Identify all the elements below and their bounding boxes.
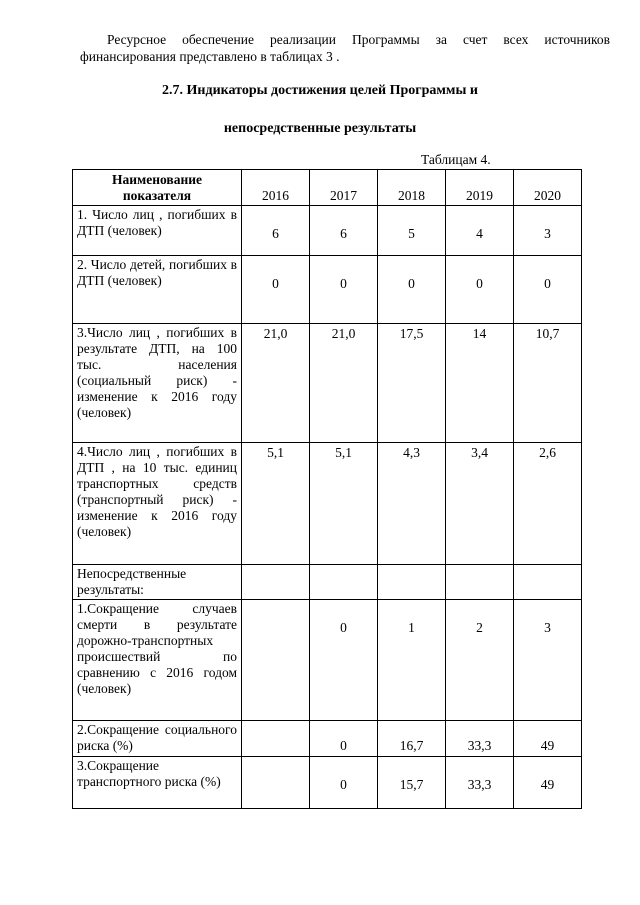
- table-row: [73, 256, 582, 324]
- row-value: 0: [446, 256, 514, 324]
- row-value: 21,0: [310, 324, 378, 443]
- row-value: 10,7: [514, 324, 582, 443]
- row-value: [242, 721, 310, 757]
- header-year: 2020: [514, 170, 582, 206]
- row-value: [514, 565, 582, 600]
- section-heading: 2.7. Индикаторы достижения целей Программы и: [162, 83, 478, 98]
- row-value: 3: [514, 600, 582, 721]
- row-value: 0: [310, 757, 378, 809]
- row-value: 3: [514, 206, 582, 256]
- row-value: 0: [310, 600, 378, 721]
- row-value: 5,1: [310, 443, 378, 565]
- row-value: 0: [310, 256, 378, 324]
- row-value: 4: [446, 206, 514, 256]
- row-value: 2: [446, 600, 514, 721]
- row-value: 17,5: [378, 324, 446, 443]
- table-row: [73, 443, 582, 565]
- row-name: 2.Сокращение социального риска (%): [73, 721, 242, 757]
- row-value: 16,7: [378, 721, 446, 757]
- row-value: 6: [310, 206, 378, 256]
- row-value: 5: [378, 206, 446, 256]
- indicators-table: [72, 169, 582, 809]
- table-caption: Таблицам 4.: [421, 152, 491, 167]
- header-year: 2019: [446, 170, 514, 206]
- row-value: 49: [514, 721, 582, 757]
- row-value: [242, 757, 310, 809]
- row-value: 0: [378, 256, 446, 324]
- row-name: 2. Число детей, погибших в ДТП (человек): [73, 256, 242, 324]
- table-row: [73, 206, 582, 256]
- header-year: 2018: [378, 170, 446, 206]
- row-name: 1. Число лиц , погибших в ДТП (человек): [73, 206, 242, 256]
- header-year: 2017: [310, 170, 378, 206]
- row-value: 15,7: [378, 757, 446, 809]
- row-value: [378, 565, 446, 600]
- row-value: 49: [514, 757, 582, 809]
- header-name: Наименование показателя: [73, 170, 242, 206]
- row-value: 14: [446, 324, 514, 443]
- row-value: 33,3: [446, 721, 514, 757]
- row-value: 0: [310, 721, 378, 757]
- row-value: 6: [242, 206, 310, 256]
- header-year: 2016: [242, 170, 310, 206]
- table-row: [73, 565, 582, 600]
- table-header-row: [73, 170, 582, 206]
- row-value: 33,3: [446, 757, 514, 809]
- row-name: 3.Число лиц , погибших в результате ДТП, на 100 тыс. населения (социальный риск) - изменение к 2016 году (человек): [73, 324, 242, 443]
- row-name: 1.Сокращение случаев смерти в результате дорожно-транспортных происшествий по сравнению с 2016 годом (человек): [73, 600, 242, 721]
- row-name: 3.Сокращение транспортного риска (%): [73, 757, 242, 809]
- row-value: 0: [242, 256, 310, 324]
- row-name: 4.Число лиц , погибших в ДТП , на 10 тыс. единиц транспортных средств (транспортный риск) - изменение к 2016 году (человек): [73, 443, 242, 565]
- table-row: [73, 757, 582, 809]
- table-row: [73, 600, 582, 721]
- row-value: 1: [378, 600, 446, 721]
- row-value: [446, 565, 514, 600]
- row-value: [242, 565, 310, 600]
- row-value: 21,0: [242, 324, 310, 443]
- intro-paragraph: Ресурсное обеспечение реализации Программы за счет всех источников финансирования представлено в таблицах 3 .: [80, 32, 610, 64]
- table-row: [73, 324, 582, 443]
- row-value: 4,3: [378, 443, 446, 565]
- row-value: [242, 600, 310, 721]
- row-value: [310, 565, 378, 600]
- row-value: 0: [514, 256, 582, 324]
- table-row: [73, 721, 582, 757]
- row-value: 5,1: [242, 443, 310, 565]
- row-value: 3,4: [446, 443, 514, 565]
- row-value: 2,6: [514, 443, 582, 565]
- row-name: Непосредственные результаты:: [73, 565, 242, 600]
- section-subheading: непосредственные результаты: [223, 121, 417, 136]
